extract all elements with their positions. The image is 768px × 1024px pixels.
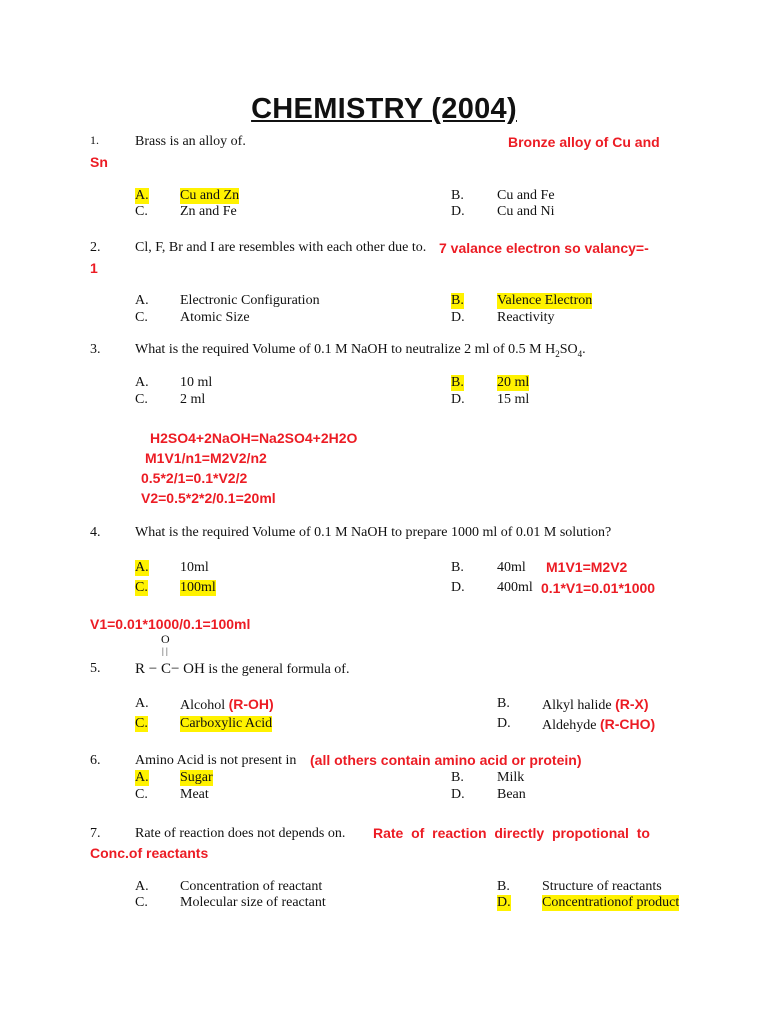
option-d-letter: D.: [451, 392, 465, 407]
option-d-letter: D.: [451, 580, 465, 595]
option-a: 10 ml: [180, 375, 213, 390]
option-d: Cu and Ni: [497, 204, 555, 219]
answer-note-continued: Conc.of reactants: [90, 845, 209, 861]
answer-note: 7 valance electron so valancy=-: [439, 240, 649, 256]
option-c-letter: C.: [135, 787, 148, 802]
question-text: What is the required Volume of 0.1 M NaOH to prepare 1000 ml of 0.01 M solution?: [135, 525, 612, 540]
option-b: 20 ml: [497, 375, 530, 390]
option-d: 400ml: [497, 580, 533, 595]
answer-note: Rate of reaction directly propotional to: [373, 825, 650, 841]
option-a: Alcohol (R-OH): [180, 696, 274, 713]
option-a-letter: A.: [135, 560, 149, 575]
option-c: Molecular size of reactant: [180, 895, 326, 910]
option-a-letter: A.: [135, 696, 149, 711]
question-number: 6.: [90, 753, 101, 768]
question-number: 7.: [90, 826, 101, 841]
option-a: Cu and Zn: [180, 188, 240, 203]
option-c: Zn and Fe: [180, 204, 237, 219]
question-number: 5.: [90, 661, 101, 676]
option-b: 40ml: [497, 560, 526, 575]
answer-note: M1V1=M2V2: [546, 559, 628, 575]
option-a: Concentration of reactant: [180, 879, 323, 894]
option-d-letter: D.: [451, 310, 465, 325]
option-d-letter: D.: [451, 787, 465, 802]
option-d: 15 ml: [497, 392, 530, 407]
question-text: R − C− OH is the general formula of.: [135, 661, 350, 677]
question-text: What is the required Volume of 0.1 M NaOH to neutralize 2 ml of 0.5 M $H_2SO_4$.: [135, 342, 586, 359]
answer-note-line: V1=0.01*1000/0.1=100ml: [90, 616, 251, 632]
option-d-letter: D.: [451, 204, 465, 219]
option-a: Sugar: [180, 770, 213, 785]
option-c-letter: C.: [135, 392, 148, 407]
option-c-letter: C.: [135, 310, 148, 325]
option-d: Aldehyde (R-CHO): [542, 716, 656, 733]
question-text: Brass is an alloy of.: [135, 134, 246, 149]
option-a-letter: A.: [135, 879, 149, 894]
option-b: Structure of reactants: [542, 879, 662, 894]
option-b-letter: B.: [451, 293, 464, 308]
option-d: Reactivity: [497, 310, 555, 325]
option-c-letter: C.: [135, 895, 148, 910]
option-c: 100ml: [180, 580, 216, 595]
page-title: CHEMISTRY (2004): [251, 93, 517, 125]
answer-note-continued: Sn: [90, 154, 108, 170]
working-line: M1V1/n1=M2V2/n2: [145, 450, 267, 466]
answer-note: (all others contain amino acid or protein): [310, 752, 582, 768]
question-number: 4.: [90, 525, 101, 540]
option-a-letter: A.: [135, 293, 149, 308]
option-c-letter: C.: [135, 204, 148, 219]
option-b-letter: B.: [451, 770, 464, 785]
answer-note: 0.1*V1=0.01*1000: [541, 580, 656, 596]
option-b: Valence Electron: [497, 293, 593, 308]
option-d-letter: D.: [497, 716, 511, 731]
option-a-letter: A.: [135, 375, 149, 390]
option-b: Alkyl halide (R-X): [542, 696, 649, 713]
question-number: 1.: [90, 133, 99, 147]
question-number: 2.: [90, 240, 101, 255]
question-text: Cl, F, Br and I are resembles with each other due to.: [135, 240, 427, 255]
option-c: Carboxylic Acid: [180, 716, 273, 731]
general-formula: R − C− OH: [135, 661, 205, 677]
option-b-letter: B.: [451, 188, 464, 203]
option-a: Electronic Configuration: [180, 293, 320, 308]
option-b-letter: B.: [497, 696, 510, 711]
working-line: H2SO4+2NaOH=Na2SO4+2H2O: [150, 430, 358, 446]
formula-double-bond: | |: [162, 646, 168, 656]
option-b-letter: B.: [451, 560, 464, 575]
option-c: Atomic Size: [180, 310, 250, 325]
option-a: 10ml: [180, 560, 209, 575]
option-c: Meat: [180, 787, 209, 802]
question-text: Amino Acid is not present in: [135, 753, 297, 768]
question-text: Rate of reaction does not depends on.: [135, 826, 346, 841]
option-c-letter: C.: [135, 580, 148, 595]
option-c-letter: C.: [135, 716, 148, 731]
option-a-letter: A.: [135, 188, 149, 203]
option-d-letter: D.: [497, 895, 511, 910]
option-b: Cu and Fe: [497, 188, 555, 203]
option-b-letter: B.: [451, 375, 464, 390]
option-a-letter: A.: [135, 770, 149, 785]
option-d: Bean: [497, 787, 526, 802]
formula-oxygen: O: [161, 632, 170, 646]
working-line: 0.5*2/1=0.1*V2/2: [141, 470, 248, 486]
working-line: V2=0.5*2*2/0.1=20ml: [141, 490, 276, 506]
answer-note-continued: 1: [90, 260, 98, 276]
option-c: 2 ml: [180, 392, 206, 407]
option-b-letter: B.: [497, 879, 510, 894]
option-b: Milk: [497, 770, 525, 785]
answer-note: Bronze alloy of Cu and: [508, 134, 660, 150]
question-number: 3.: [90, 342, 101, 357]
option-d: Concentrationof product: [542, 895, 680, 910]
